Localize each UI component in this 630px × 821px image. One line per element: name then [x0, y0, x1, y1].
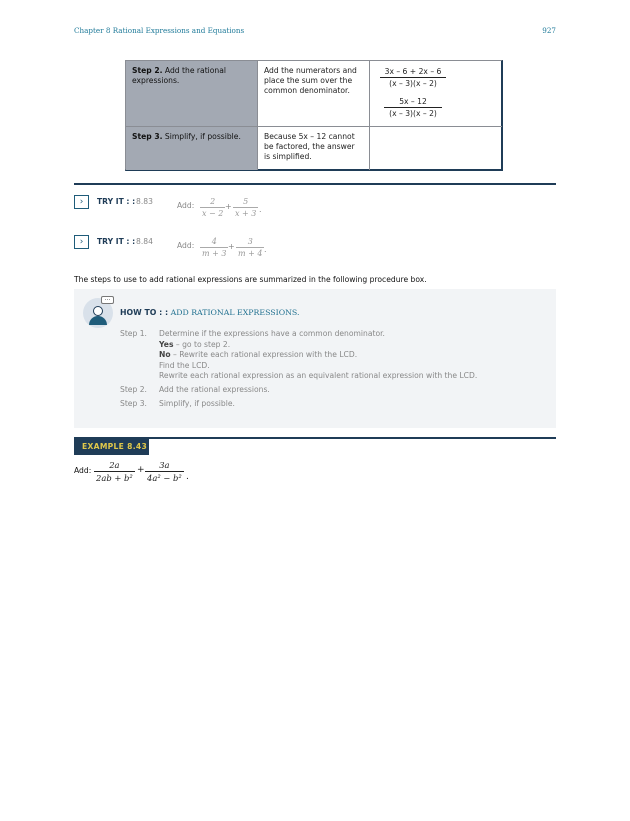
- teacher-avatar-icon: [83, 295, 113, 328]
- example-prompt: Add:: [74, 466, 92, 475]
- table-row: [126, 127, 502, 170]
- denominator: x + 3: [235, 209, 257, 218]
- step-label: Step 1.: [120, 329, 147, 338]
- denominator: (x – 3)(x – 2): [389, 109, 437, 118]
- step-label: Step 2.: [132, 66, 163, 75]
- numerator: 2: [200, 197, 225, 208]
- fraction: [145, 460, 184, 484]
- step-line: No – Rewrite each rational expression with the LCD.: [159, 350, 358, 359]
- explanation-cell: Because 5x – 12 cannot be factored, the answer is simplified.: [258, 127, 370, 170]
- step-3-text: Simplify, if possible.: [159, 399, 235, 408]
- numerator: 3a: [145, 460, 184, 472]
- example-badge: EXAMPLE 8.43: [74, 438, 149, 455]
- step-text: Add the rational expressions.: [132, 66, 226, 85]
- step-label: Step 3.: [120, 399, 147, 408]
- math-cell: [370, 61, 502, 126]
- step-label: Step 2.: [120, 385, 147, 394]
- numerator: 4: [200, 237, 228, 248]
- numerator: 2a: [94, 460, 135, 472]
- step-1-text: [159, 329, 477, 382]
- section-divider: [74, 183, 556, 185]
- how-to-title: [120, 308, 299, 317]
- denominator: 4a² − b²: [147, 473, 182, 483]
- try-it-number: 8.83: [136, 197, 153, 206]
- step-line: Yes – go to step 2.: [159, 339, 231, 349]
- try-it-label: TRY IT : :: [97, 237, 136, 246]
- step-line: Determine if the expressions have a common denominator.: [159, 329, 385, 338]
- step-label: Step 3.: [132, 132, 163, 141]
- try-it-prompt: Add:: [177, 201, 195, 210]
- chapter-title: Chapter 8 Rational Expressions and Equations: [74, 26, 245, 35]
- table-row: [126, 61, 502, 127]
- intro-paragraph: The steps to use to add rational expressions are summarized in the following procedure box.: [74, 275, 427, 284]
- fraction: [94, 460, 135, 484]
- step-cell: [126, 127, 258, 170]
- period: .: [259, 205, 262, 214]
- math-cell: [370, 127, 502, 170]
- denominator: m + 3: [202, 249, 227, 258]
- plus-operator: +: [225, 202, 232, 211]
- try-it-prompt: Add:: [177, 241, 195, 250]
- step-line: Rewrite each rational expression as an equivalent rational expression with the LCD.: [159, 371, 478, 380]
- step-text: Simplify, if possible.: [164, 132, 241, 141]
- fraction: [200, 237, 228, 259]
- chevron-right-icon[interactable]: ›: [74, 235, 89, 249]
- step-line: Find the LCD.: [159, 360, 210, 370]
- plus-operator: +: [228, 242, 235, 251]
- how-to-prefix: HOW TO : :: [120, 308, 169, 317]
- period: .: [186, 472, 189, 482]
- period: .: [264, 245, 267, 254]
- denominator: m + 4: [238, 249, 263, 258]
- chevron-right-icon[interactable]: ›: [74, 195, 89, 209]
- speech-bubble-icon: ...: [101, 296, 114, 304]
- how-to-box: [74, 289, 556, 428]
- numerator: 5: [233, 197, 258, 208]
- no-label: No: [159, 350, 171, 359]
- numerator: 3: [236, 237, 264, 248]
- numerator: 5x – 12: [384, 97, 442, 108]
- denominator: 2ab + b²: [96, 473, 133, 483]
- fraction: [233, 197, 258, 219]
- yes-label: Yes: [159, 339, 174, 349]
- numerator: 3x – 6 + 2x – 6: [380, 67, 446, 78]
- denominator: (x – 3)(x – 2): [389, 79, 437, 88]
- step-cell: [126, 61, 258, 126]
- try-it-number: 8.84: [136, 237, 153, 246]
- page-number: 927: [542, 26, 556, 35]
- try-it-label: TRY IT : :: [97, 197, 136, 206]
- explanation-cell: Add the numerators and place the sum over the common denominator.: [258, 61, 370, 126]
- fraction: [380, 67, 446, 89]
- plus-operator: +: [137, 465, 145, 475]
- running-head: [74, 26, 556, 38]
- fraction: [384, 97, 442, 119]
- denominator: x − 2: [202, 209, 224, 218]
- how-to-heading: ADD RATIONAL EXPRESSIONS.: [170, 308, 300, 317]
- try-it-8-83: [74, 194, 374, 218]
- fraction: [200, 197, 225, 219]
- fraction: [236, 237, 264, 259]
- try-it-8-84: [74, 234, 374, 258]
- steps-table: [125, 60, 503, 171]
- step-2-text: Add the rational expressions.: [159, 385, 270, 394]
